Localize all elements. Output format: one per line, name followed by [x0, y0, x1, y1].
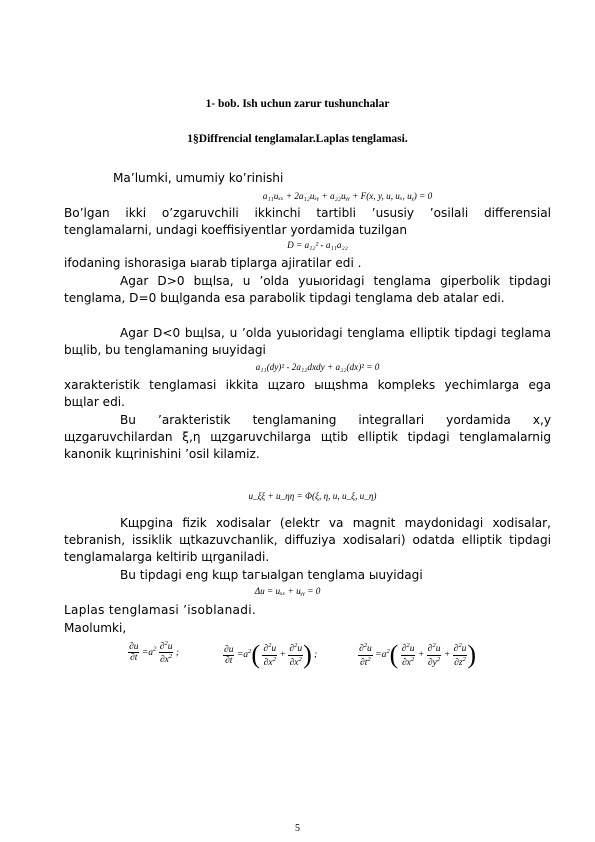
- chapter-heading: 1- bob. Ish uchun zarur tushunchalar: [205, 98, 390, 110]
- paragraph-3: Agar D>0 bщlsa, u ’olda yuыoridagi tenglama giperbolik tipdagi tenglama, D=0 bщlganda esa parabolik tipdagi tenglama deb atalar edi.: [64, 274, 551, 306]
- page-number: 5: [295, 823, 300, 834]
- laplace-formula: Δu = uₓₓ + uᵧᵧ = 0: [254, 586, 321, 596]
- section-heading: 1§Diffrencial tenglamalar.Laplas tenglamasi.: [187, 133, 408, 145]
- paragraph-5: xarakteristik tenglamasi ikkita щzaro ыщshma kompleks yechimlarga ega bщlar edi.: [64, 378, 551, 410]
- paragraph-1: Bo’lgan ikki o’zgaruvchili ikkinchi tartibli ’ususiy ’osilali differensial tenglamalarni, undagi koeffisiyentlar yordamida tuzilgan: [64, 206, 551, 238]
- heat-equation-3d: $\frac{\partial^2u}{\partial t^2}$ $=a^2$( $\frac{\partial^2u}{\partial x^2}$ + $\frac{\partial^2u}{\partial y^2}$ + $\frac{\partial^2u}{\partial z^2}$ ): [359, 640, 477, 669]
- equations-row: [128, 640, 518, 680]
- heat-equation-2d: $\frac{\partial u}{\partial t}$ $=a^2$( $\frac{\partial^2u}{\partial x^2}$ + $\frac{\partial^2u}{\partial x^2}$ ) ;: [224, 640, 318, 669]
- paragraph-9: Laplas tenglamasi ’isoblanadi.: [64, 603, 257, 617]
- heat-equation-1d: $\frac{\partial u}{\partial t}$ $=a^2$ $\frac{\partial^2u}{\partial x^2}$ ;: [129, 640, 180, 666]
- discriminant-formula: D = a₁₂² - a₁₁a₂₂: [287, 240, 348, 250]
- canonical-formula: u_ξξ + u_ηη = Φ(ξ, η, u, u_ξ, u_η): [248, 491, 377, 501]
- paragraph-4: Agar D<0 bщlsa, u ’olda yuыoridagi tenglama elliptik tipdagi teglama bщlib, bu tenglamaning ыuyidagi: [64, 326, 551, 358]
- paragraph-6: Bu ’arakteristik tenglamaning integrallari yordamida x,y щzgaruvchilardan ξ,η щzgaruvchilarga щtib elliptik tipdagi tenglamalarnig kanonik kщrinishini ’osil kilamiz.: [64, 413, 551, 462]
- general-pde-formula: a₁₁uₓₓ + 2a₁₂uₓᵧ + a₂₂uᵧᵧ + F(x, y, u, uₓ, uᵧ) = 0: [262, 191, 433, 201]
- paragraph-8: Bu tipdagi eng kщp taгыalgan tenglama ыuyidagi: [120, 568, 423, 582]
- paragraph-2: ifodaning ishorasiga ыarab tiplarga ajiratilar edi .: [64, 256, 362, 270]
- paragraph-10: Maolumki,: [64, 621, 127, 635]
- intro-text: Ma’lumki, umumiy ko’rinishi: [113, 171, 284, 185]
- characteristic-formula: a₁₁(dy)² - 2a₁₂dxdy + a₂₂(dx)² = 0: [255, 362, 380, 372]
- paragraph-7: Kщpgina fizik xodisalar (elektr va magnit maydonidagi xodisalar, tebranish, issiklik щtkazuvchanlik, diffuziya xodisalari) odatda elliptik tipdagi tenglamalarga keltirib щrganiladi.: [64, 516, 551, 565]
